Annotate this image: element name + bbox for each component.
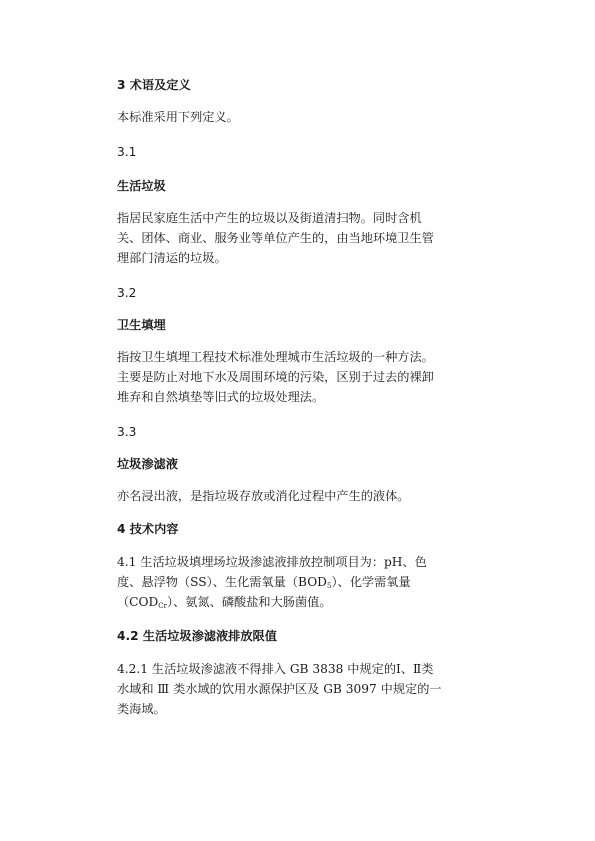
term-3-1-definition-line: 理部门清运的垃圾。 <box>117 251 227 265</box>
term-3-2-definition-line: 堆弃和自然填垫等旧式的垃圾处理法。 <box>117 390 325 404</box>
term-3-1-definition-line: 关、团体、商业、服务业等单位产生的，由当地环境卫生管 <box>117 231 434 245</box>
section-3-heading: 3 术语及定义 <box>117 78 191 92</box>
section-4-heading: 4 技术内容 <box>117 522 179 536</box>
clause-4-2-1-line: 4.2.1 生活垃圾渗滤液不得排入 GB 3838 中规定的Ⅰ、Ⅱ类 <box>117 662 434 676</box>
section-3-intro: 本标准采用下列定义。 <box>117 110 239 124</box>
term-3-2-number: 3.2 <box>117 286 137 300</box>
clause-4-1-line: 度、悬浮物（SS）、生化需氧量$(BOD_5)$、化学需氧量 <box>117 575 411 590</box>
term-3-2-definition-line: 指按卫生填埋工程技术标准处理城市生活垃圾的一种方法。 <box>117 350 434 364</box>
term-3-1-definition-line: 指居民家庭生活中产生的垃圾以及街道清扫物。同时含机 <box>117 211 422 225</box>
clause-4-1-line: 4.1 生活垃圾填埋场垃圾渗滤液排放控制项目为：pH、色 <box>117 555 427 569</box>
term-3-2-title: 卫生填埋 <box>117 318 166 332</box>
section-4-2-heading: 4.2 生活垃圾渗滤液排放限值 <box>117 629 277 643</box>
term-3-3-title: 垃圾渗滤液 <box>117 457 178 471</box>
term-3-1-title: 生活垃圾 <box>117 179 166 193</box>
clause-4-2-1-line: 类海域。 <box>117 702 166 716</box>
clause-4-2-1-line: 水域和 Ⅲ 类水域的饮用水源保护区及 GB 3097 中规定的一 <box>117 682 442 696</box>
term-3-3-definition: 亦名浸出液，是指垃圾存放或消化过程中产生的液体。 <box>117 489 410 503</box>
term-3-3-number: 3.3 <box>117 425 137 439</box>
clause-4-1-line: $(COD_{Cr})$、氨氮、磷酸盐和大肠菌值。 <box>117 595 332 610</box>
term-3-1-number: 3.1 <box>117 145 137 159</box>
term-3-2-definition-line: 主要是防止对地下水及周围环境的污染，区别于过去的裸卸 <box>117 370 434 384</box>
